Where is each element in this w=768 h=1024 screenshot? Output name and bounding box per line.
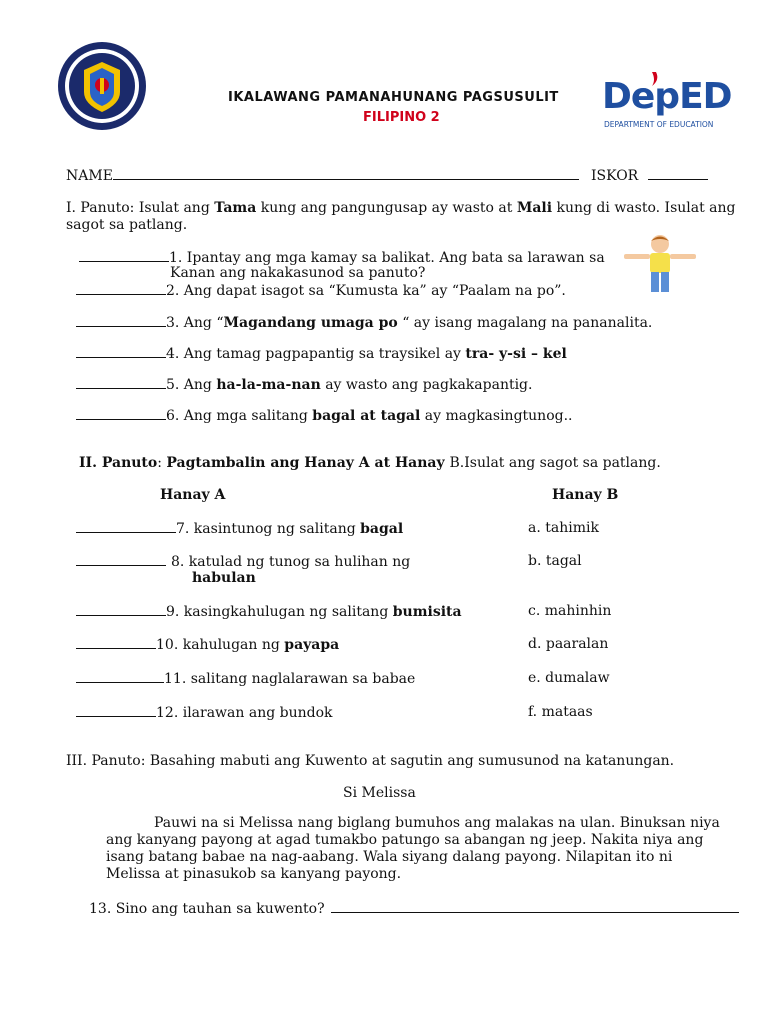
part1-item-2: 2. Ang dapat isagot sa “Kumusta ka” ay “Paalam na po”. [76,282,566,299]
answer-blank[interactable] [76,282,166,295]
answer-blank[interactable] [79,249,169,262]
choice-e: e. dumalaw [528,670,610,686]
answer-blank[interactable] [76,407,166,420]
page-subtitle: FILIPINO 2 [363,110,440,125]
part2-item-12: 12. ilarawan ang bundok [76,704,333,721]
part1-item-1: 1. Ipantay ang mga kamay sa balikat. Ang bata sa larawan sa [79,249,605,266]
answer-blank[interactable] [76,553,166,566]
page-title: IKALAWANG PAMANAHUNANG PAGSUSULIT [228,90,559,105]
choice-c: c. mahinhin [528,603,612,619]
part2-item-10: 10. kahulugan ng payapa [76,636,339,653]
part3-instructions: III. Panuto: Basahing mabuti ang Kuwento at sagutin ang sumusunod na katanungan. [66,753,675,769]
choice-d: d. paaralan [528,636,609,652]
boy-illustration [622,232,698,294]
answer-blank[interactable] [76,670,164,683]
part2-instructions: II. Panuto: Pagtambalin ang Hanay A at Hanay B.Isulat ang sagot sa patlang. [79,455,661,471]
score-field[interactable]: ISKOR [591,167,708,184]
story-line-2: ang kanyang payong at agad tumakbo patungo sa abangan ng jeep. Nakita niya ang [106,832,704,848]
story-line-1: Pauwi na si Melissa nang biglang bumuhos ang malakas na ulan. Binuksan niya [154,815,720,831]
column-b-header: Hanay B [552,487,619,503]
choice-a: a. tahimik [528,520,599,536]
story-line-4: Melissa at pinasukob sa kanyang payong. [106,866,402,882]
part1-instructions: I. Panuto: Isulat ang Tama kung ang pangungusap ay wasto at Mali kung di wasto. Isulat ang [66,200,736,216]
column-a-header: Hanay A [160,487,226,503]
name-field[interactable]: NAME [66,167,579,184]
answer-blank[interactable] [76,376,166,389]
deped-logo: DepED DEPARTMENT OF EDUCATION [600,70,750,134]
answer-blank[interactable] [76,314,166,327]
part2-item-8: 8. katulad ng tunog sa hulihan ng [76,553,410,570]
part1-item-3: 3. Ang “Magandang umaga po “ ay isang magalang na pananalita. [76,314,652,331]
school-seal-logo [56,40,148,132]
question-13: 13. Sino ang tauhan sa kuwento? [89,900,739,917]
part2-item-8-line2: habulan [192,570,256,586]
part1-instructions-line2: sagot sa patlang. [66,217,188,233]
answer-blank[interactable] [331,900,739,913]
answer-blank[interactable] [76,636,156,649]
answer-blank[interactable] [76,704,156,717]
answer-blank[interactable] [76,345,166,358]
part1-item-6: 6. Ang mga salitang bagal at tagal ay magkasingtunog.. [76,407,573,424]
choice-b: b. tagal [528,553,582,569]
part1-item-5: 5. Ang ha-la-ma-nan ay wasto ang pagkakapantig. [76,376,532,393]
part2-item-11: 11. salitang naglalarawan sa babae [76,670,415,687]
part2-item-9: 9. kasingkahulugan ng salitang bumisita [76,603,462,620]
part1-item-1-line2: Kanan ang nakakasunod sa panuto? [170,265,426,281]
story-line-3: isang batang babae na nag-aabang. Wala siyang dalang payong. Nilapitan ito ni [106,849,673,865]
story-title: Si Melissa [343,785,416,801]
part1-item-4: 4. Ang tamag pagpapantig sa traysikel ay tra- y-si – kel [76,345,567,362]
answer-blank[interactable] [76,603,166,616]
answer-blank[interactable] [76,520,176,533]
part2-item-7: 7. kasintunog ng salitang bagal [76,520,403,537]
choice-f: f. mataas [528,704,593,720]
